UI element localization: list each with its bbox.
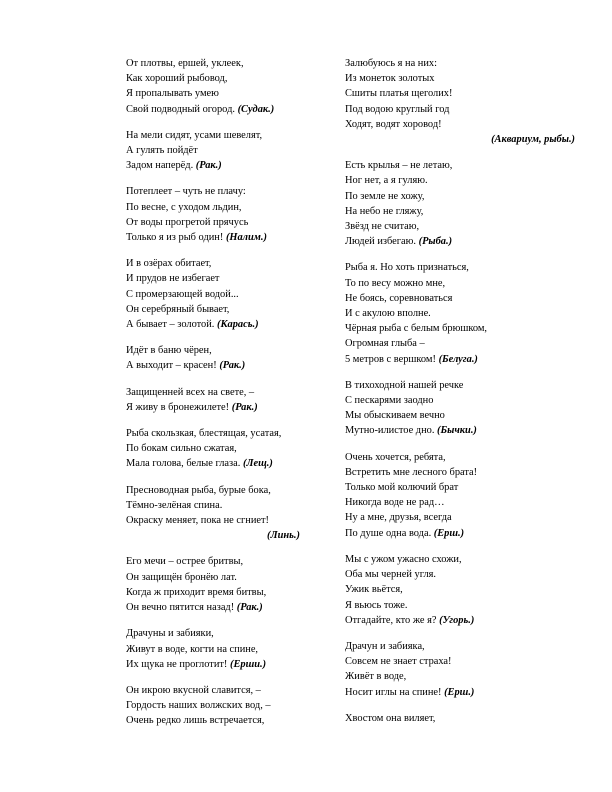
riddle-line: [345, 480, 555, 495]
riddle-line-text: С промерзающей водой...: [126, 288, 239, 300]
riddle-line-text: Как хороший рыбовод,: [126, 73, 228, 85]
riddle-line-text: Мала голова, белые глаза.: [126, 458, 241, 470]
riddle-block: [126, 256, 336, 332]
riddle-line: [345, 378, 555, 393]
riddle-line: [345, 526, 555, 541]
riddle-line: [126, 302, 336, 317]
riddle-line: [345, 711, 555, 726]
riddle-line-text: По бокам сильно сжатая,: [126, 443, 237, 455]
riddle-line-text: А выходит – красен!: [126, 360, 217, 372]
riddle-line-text: Под водою круглый год: [345, 103, 450, 115]
riddle-line: [126, 400, 336, 415]
riddle-line: [345, 86, 555, 101]
riddle-line: [345, 219, 555, 234]
riddle-answer: (Угорь.): [439, 614, 475, 626]
riddle-line: [126, 102, 336, 117]
riddle-line: [126, 498, 336, 513]
riddle-line: [126, 456, 336, 471]
riddle-line-text: Я живу в бронежилете!: [126, 401, 230, 413]
riddle-line-text: Их щука не проглотит!: [126, 658, 228, 670]
riddle-answer: (Ерш.): [444, 686, 475, 698]
riddle-block: [126, 554, 336, 615]
riddle-line: [345, 158, 555, 173]
riddle-line-text: Драчуны и забияки,: [126, 628, 214, 640]
riddle-block: [345, 378, 555, 439]
riddle-line-text: То по весу можно мне,: [345, 277, 446, 289]
riddle-line-text: Огромная глыба –: [345, 338, 425, 350]
riddle-block: [126, 626, 336, 672]
riddle-line-text: Никогда воде не рад…: [345, 497, 445, 509]
riddle-line-text: Сшиты платья щеголих!: [345, 88, 453, 100]
riddle-block: [126, 56, 336, 117]
riddle-line-text: 5 метров с вершком!: [345, 353, 436, 365]
riddle-line-text: Он икрою вкусной славится, –: [126, 684, 261, 696]
riddle-line: [345, 352, 555, 367]
riddle-line: [345, 450, 555, 465]
riddle-line-text: И с акулою вполне.: [345, 308, 431, 320]
riddle-line-text: А бывает – золотой.: [126, 319, 215, 331]
riddle-line: [126, 215, 336, 230]
riddle-line: [126, 271, 336, 286]
riddle-block: [126, 483, 336, 544]
riddle-block: [345, 639, 555, 700]
riddle-answer: (Линь.): [267, 530, 300, 542]
riddle-block: [126, 184, 336, 245]
riddle-line-text: По земле не хожу,: [345, 190, 425, 202]
riddle-line-text: Мутно-илистое дно.: [345, 425, 435, 437]
riddle-line: [126, 554, 336, 569]
riddle-line: [345, 495, 555, 510]
riddle-line: [345, 234, 555, 249]
riddle-line-text: Защищенней всех на свете, –: [126, 386, 255, 398]
riddle-line: [345, 276, 555, 291]
riddle-answer: (Судак.): [237, 103, 275, 115]
riddle-line: [345, 669, 555, 684]
riddle-line-text: Ходят, водят хоровод!: [345, 118, 442, 130]
riddle-line: [345, 291, 555, 306]
riddle-line: [126, 56, 336, 71]
riddle-line: [126, 600, 336, 615]
riddle-block: [126, 343, 336, 373]
riddle-line-text: Мы с ужом ужасно схожи,: [345, 553, 462, 565]
riddle-line: [345, 173, 555, 188]
riddle-line: [126, 657, 336, 672]
riddle-line-text: Очень редко лишь встречается,: [126, 715, 265, 727]
riddle-line-text: По весне, с уходом льдин,: [126, 201, 242, 213]
riddle-line-text: И прудов не избегает: [126, 273, 220, 285]
riddle-line-text: Звёзд не считаю,: [345, 221, 420, 233]
riddle-block: [345, 552, 555, 628]
riddle-line: [126, 642, 336, 657]
riddle-line-text: На небо не гляжу,: [345, 205, 424, 217]
riddle-line-text: Рыба скользкая, блестящая, усатая,: [126, 428, 282, 440]
riddle-answer: (Рак.): [231, 401, 258, 413]
riddle-line-text: Носит иглы на спине!: [345, 686, 442, 698]
riddle-line-text: Пресноводная рыба, бурые бока,: [126, 484, 271, 496]
riddle-line: [126, 683, 336, 698]
riddle-line: [126, 158, 336, 173]
riddle-line-text: Есть крылья – не летаю,: [345, 160, 453, 172]
riddle-line-text: Гордость наших волжских вод, –: [126, 700, 271, 712]
riddle-line-text: Я пропалывать умею: [126, 88, 219, 100]
riddle-line: [345, 654, 555, 669]
riddle-line: [345, 56, 555, 71]
riddle-line: [126, 698, 336, 713]
riddle-line-text: Чёрная рыба с белым брюшком,: [345, 323, 488, 335]
riddle-line-text: В тихоходной нашей речке: [345, 379, 464, 391]
riddle-line: [345, 71, 555, 86]
riddle-block: [126, 426, 336, 472]
riddle-line: [345, 510, 555, 525]
riddle-answer: (Рак.): [195, 160, 222, 172]
right-column: [345, 56, 575, 737]
riddle-answer: (Аквариум, рыбы.): [491, 134, 575, 146]
riddle-line-text: Встретить мне лесного брата!: [345, 466, 478, 478]
riddle-line: [126, 570, 336, 585]
riddle-line: [126, 128, 336, 143]
riddle-block: [126, 683, 336, 729]
riddle-block: [345, 56, 575, 147]
riddle-line-text: Совсем не знает страха!: [345, 656, 452, 668]
riddle-line: [345, 260, 555, 275]
riddle-line-text: Окраску меняет, пока не сгниет!: [126, 515, 269, 527]
riddle-block: [345, 450, 555, 541]
riddle-line: [126, 358, 336, 373]
riddle-answer: (Ерш.): [433, 527, 465, 539]
riddle-line-text: Отгадайте, кто же я?: [345, 614, 437, 626]
riddle-line-text: Рыба я. Но хоть признаться,: [345, 262, 469, 274]
riddle-line: [126, 287, 336, 302]
riddle-line-text: Он защищён бронёю лат.: [126, 571, 237, 583]
riddle-line-text: Залюбуюсь я на них:: [345, 58, 438, 69]
riddle-line: [126, 713, 336, 728]
riddle-line-text: От плотвы, ершей, уклеек,: [126, 58, 244, 69]
riddle-line: [126, 385, 336, 400]
riddle-answer: (Бычки.): [437, 425, 477, 437]
riddle-line-text: Людей избегаю.: [345, 236, 416, 248]
riddle-line: [345, 598, 555, 613]
left-column: [126, 56, 336, 740]
riddle-answer: (Рак.): [219, 360, 246, 372]
riddle-line: [126, 585, 336, 600]
riddle-line: [345, 567, 555, 582]
riddle-line: [345, 117, 555, 132]
riddle-answer-line: [126, 528, 336, 543]
riddle-line: [345, 102, 555, 117]
riddle-line: [126, 230, 336, 245]
riddle-line-text: Тёмно-зелёная спина.: [126, 499, 223, 511]
riddle-line-text: И в озёрах обитает,: [126, 258, 212, 270]
riddle-line: [126, 184, 336, 199]
riddle-line-text: А гулять пойдёт: [126, 145, 198, 157]
riddle-line-text: Драчун и забияка,: [345, 640, 425, 652]
riddle-line: [345, 336, 555, 351]
riddle-line: [345, 639, 555, 654]
riddle-line: [345, 393, 555, 408]
riddle-line: [345, 465, 555, 480]
riddle-line: [345, 613, 555, 628]
riddle-line: [126, 426, 336, 441]
riddle-line: [126, 441, 336, 456]
riddle-line-text: С пескарями заодно: [345, 395, 434, 407]
riddle-line-text: Мы обыскиваем вечно: [345, 410, 445, 422]
riddle-line-text: От воды прогретой прячусь: [126, 216, 249, 228]
riddle-answer: (Карась.): [217, 319, 259, 331]
riddle-line-text: Из монеток золотых: [345, 73, 435, 85]
riddle-line-text: Ну а мне, друзья, всегда: [345, 512, 452, 524]
riddle-line-text: Свой подводный огород.: [126, 103, 235, 115]
riddle-line: [345, 582, 555, 597]
riddle-line-text: Его мечи – острее бритвы,: [126, 556, 244, 568]
riddle-block: [345, 711, 555, 726]
riddle-answer: (Белуга.): [438, 353, 478, 365]
riddle-line-text: Только я из рыб один!: [126, 232, 224, 244]
riddle-line-text: Очень хочется, ребята,: [345, 451, 446, 463]
riddle-line: [126, 86, 336, 101]
riddle-line-text: Только мой колючий брат: [345, 482, 459, 494]
riddle-line-text: Живёт в воде,: [345, 671, 407, 683]
riddle-line-text: Живут в воде, когти на спине,: [126, 643, 259, 655]
riddle-line: [345, 423, 555, 438]
riddle-line-text: Ног нет, а я гуляю.: [345, 175, 428, 187]
riddle-line: [126, 71, 336, 86]
riddle-line: [126, 200, 336, 215]
riddle-line: [345, 685, 555, 700]
riddle-line-text: Я вьюсь тоже.: [345, 599, 408, 611]
riddle-answer: (Рыба.): [418, 236, 453, 248]
riddle-answer: (Рак.): [236, 602, 263, 614]
riddle-line: [345, 204, 555, 219]
riddle-answer: (Налим.): [225, 232, 267, 244]
riddle-line-text: Хвостом она виляет,: [345, 712, 436, 724]
riddle-line-text: Он серебряный бывает,: [126, 303, 230, 315]
riddle-line-text: На мели сидят, усами шевелят,: [126, 129, 263, 141]
riddle-block: [345, 260, 555, 366]
riddle-line-text: Он вечно пятится назад!: [126, 602, 235, 614]
riddle-line: [126, 626, 336, 641]
riddle-block: [126, 128, 336, 174]
riddle-answer: (Лещ.): [242, 458, 273, 470]
riddle-line: [345, 189, 555, 204]
riddle-line: [345, 306, 555, 321]
riddle-line-text: Ужик вьётся,: [345, 584, 403, 596]
riddle-line-text: Оба мы черней угля.: [345, 569, 437, 581]
riddle-line: [345, 321, 555, 336]
riddle-line: [126, 256, 336, 271]
riddle-line: [345, 408, 555, 423]
riddle-answer-line: [345, 132, 575, 147]
riddle-answer: (Ерши.): [230, 658, 267, 670]
riddle-line: [126, 513, 336, 528]
riddle-line: [126, 483, 336, 498]
riddle-line-text: Не боясь, соревноваться: [345, 292, 453, 304]
riddle-line: [126, 143, 336, 158]
riddle-line-text: По душе одна вода.: [345, 527, 432, 539]
riddle-line: [126, 317, 336, 332]
riddle-line: [126, 343, 336, 358]
riddle-line: [345, 552, 555, 567]
riddle-line-text: Задом наперёд.: [126, 160, 194, 172]
riddle-line-text: Потеплеет – чуть не плачу:: [126, 186, 246, 198]
riddle-line-text: Когда ж приходит время битвы,: [126, 586, 267, 598]
riddle-block: [126, 385, 336, 415]
riddle-line-text: Идёт в баню чёрен,: [126, 345, 212, 357]
riddle-block: [345, 158, 555, 249]
